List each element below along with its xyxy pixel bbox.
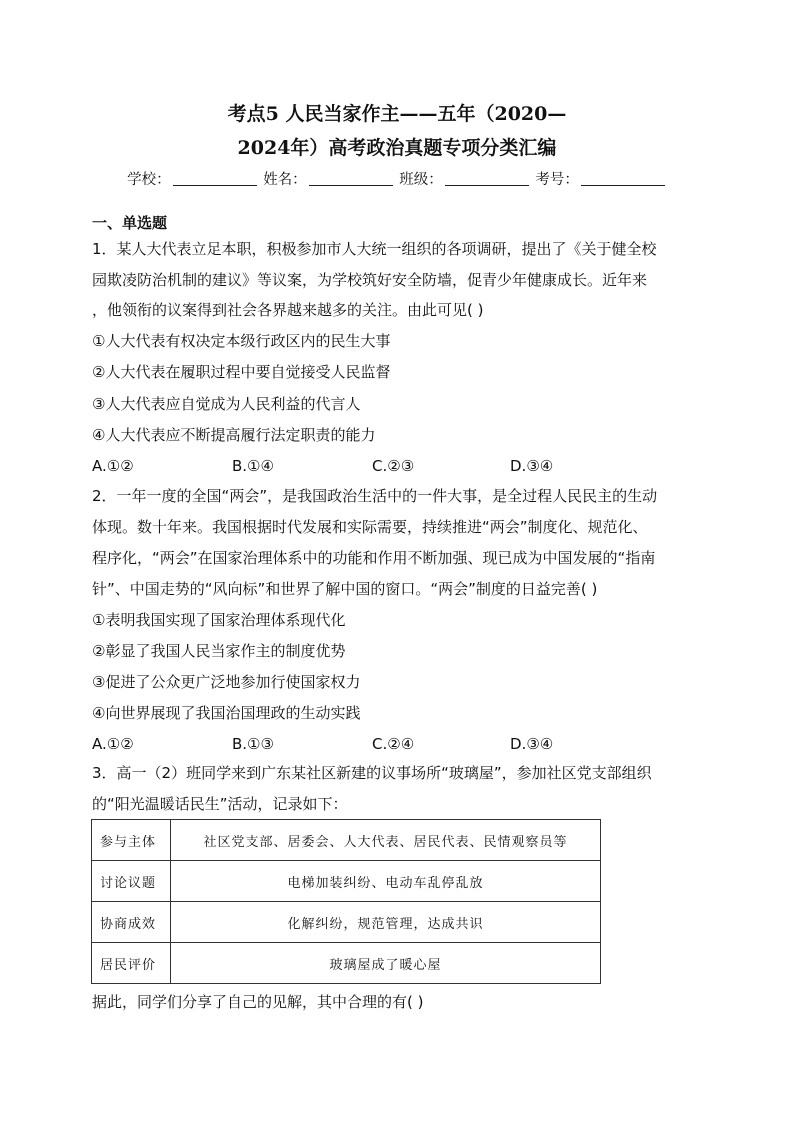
q2-option-c[interactable]: C.②④: [372, 735, 415, 753]
school-blank: [173, 169, 257, 186]
q3-stem-line-2: 的“阳光温暖话民生”活动，记录如下：: [92, 795, 348, 813]
q1-statement-4: ④人大代表应不断提高履行法定职责的能力: [92, 426, 376, 444]
table-row: [92, 943, 601, 984]
q1-statement-3: ③人大代表应自觉成为人民利益的代言人: [92, 395, 361, 413]
table-row: [92, 902, 601, 943]
q1-stem-line-2: 园欺凌防治机制的建议》等议案，为学校筑好安全防墙，促青少年健康成长。近年来: [92, 271, 648, 289]
page-title-line-2: 2024年）高考政治真题专项分类汇编: [237, 137, 557, 159]
q2-stem-line-1: 2．一年一度的全国“两会”，是我国政治生活中的一件大事，是全过程人民民主的生动: [92, 487, 658, 505]
q2-stem-line-3: 程序化，“两会”在国家治理体系中的功能和作用不断加强、现已成为中国发展的“指南: [92, 549, 656, 567]
table-cell-key: 参与主体: [92, 820, 171, 861]
q2-statement-1: ①表明我国实现了国家治理体系现代化: [92, 611, 346, 629]
q1-stem-line-1: 1．某人大代表立足本职，积极参加市人大统一组织的各项调研，提出了《关于健全校: [92, 240, 657, 258]
page-title-line-1: 考点5 人民当家作主——五年（2020—: [227, 103, 567, 125]
q2-statement-4: ④向世界展现了我国治国理政的生动实践: [92, 704, 361, 722]
q2-stem-line-4: 针”、中国走势的“风向标”和世界了解中国的窗口。“两会”制度的日益完善( ): [92, 580, 598, 598]
table-cell-value: 电梯加装纠纷、电动车乱停乱放: [171, 861, 601, 902]
q1-option-d[interactable]: D.③④: [510, 457, 554, 475]
q2-statement-3: ③促进了公众更广泛地参加行使国家权力: [92, 673, 361, 691]
q1-stem-line-3: ，他领衔的议案得到社会各界越来越多的关注。由此可见( ): [92, 301, 484, 319]
class-blank: [445, 169, 529, 186]
table-cell-value: 化解纠纷，规范管理，达成共识: [171, 902, 601, 943]
exam-number-field-label: 考号：: [535, 172, 579, 188]
table-cell-value: 社区党支部、居委会、人大代表、居民代表、民情观察员等: [171, 820, 601, 861]
q1-option-a[interactable]: A.①②: [92, 457, 134, 475]
table-row: [92, 820, 601, 861]
q3-stem-line-1: 3．高一（2）班同学来到广东某社区新建的议事场所“玻璃屋”，参加社区党支部组织: [92, 764, 652, 782]
q1-statement-2: ②人大代表在履职过程中要自觉接受人民监督: [92, 363, 391, 381]
q1-option-b[interactable]: B.①④: [232, 457, 274, 475]
table-row: [92, 861, 601, 902]
table-cell-key: 讨论议题: [92, 861, 171, 902]
q2-statement-2: ②彰显了我国人民当家作主的制度优势: [92, 642, 346, 660]
table-cell-key: 协商成效: [92, 902, 171, 943]
q2-option-a[interactable]: A.①②: [92, 735, 134, 753]
q1-statement-1: ①人大代表有权决定本级行政区内的民生大事: [92, 332, 391, 350]
table-cell-value: 玻璃屋成了暖心屋: [171, 943, 601, 984]
name-field-label: 姓名：: [263, 172, 307, 188]
table-cell-key: 居民评价: [92, 943, 171, 984]
activity-record-table: [91, 819, 601, 984]
q2-stem-line-2: 体现。数十年来。我国根据时代发展和实际需要，持续推进“两会”制度化、规范化、: [92, 518, 648, 536]
student-info-fields: [0, 169, 794, 191]
q2-option-d[interactable]: D.③④: [510, 735, 554, 753]
q3-followup-line: 据此，同学们分享了自己的见解，其中合理的有( ): [92, 993, 424, 1011]
exam-number-blank: [581, 169, 665, 186]
section-heading: 一、单选题: [92, 214, 168, 232]
q2-option-b[interactable]: B.①③: [232, 735, 274, 753]
class-field-label: 班级：: [399, 172, 443, 188]
school-field-label: 学校：: [127, 172, 171, 188]
name-blank: [309, 169, 393, 186]
q1-option-c[interactable]: C.②③: [372, 457, 415, 475]
